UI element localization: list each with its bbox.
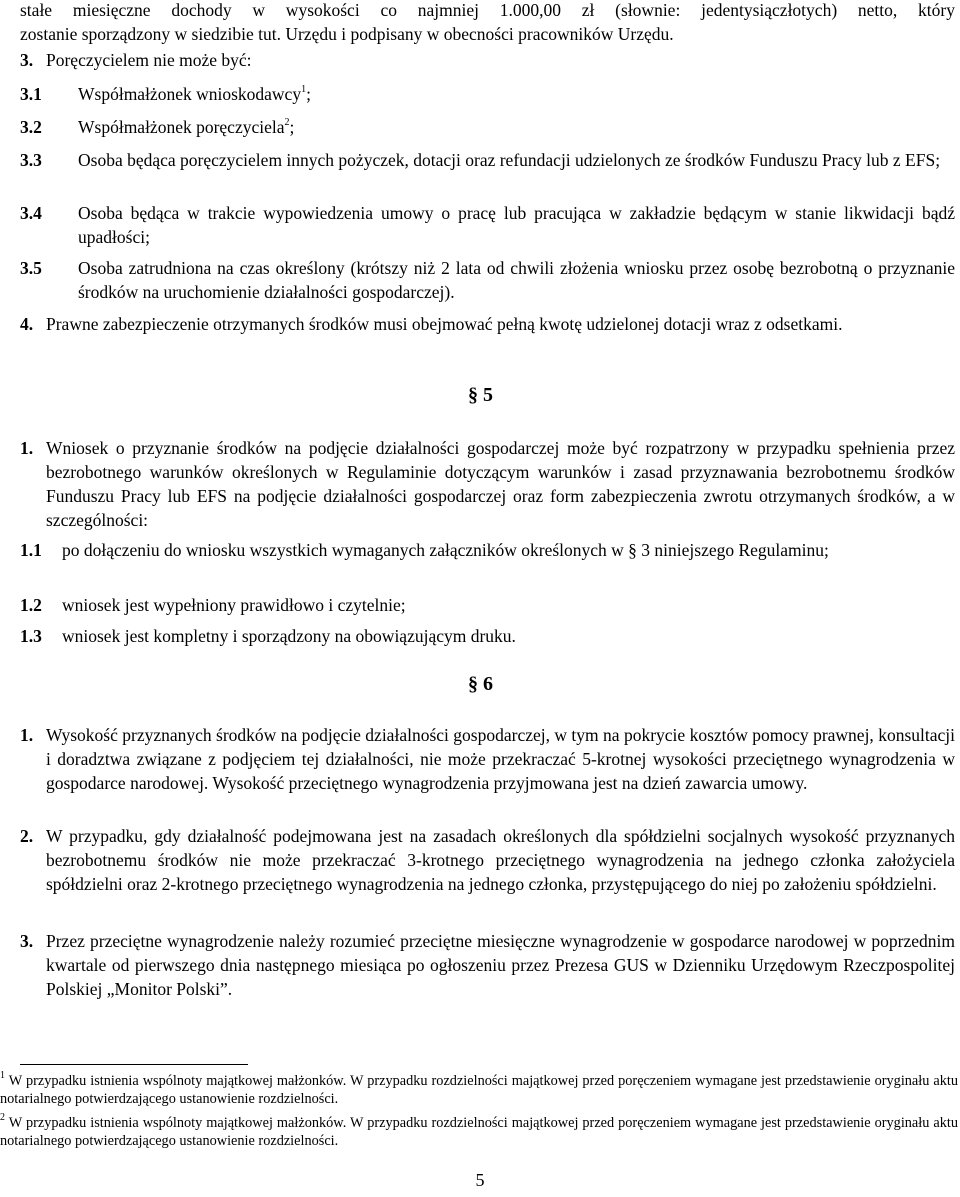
section-6-paragraph-3: [20, 929, 955, 1001]
section-6-paragraph-1-number: 1.: [20, 725, 34, 745]
section-6-paragraph-1-text: Wysokość przyznanych środków na podjęcie działalności gospodarczej, w tym na pokrycie kosztów pomocy prawnej, konsultacji i doradztwa związane z podjęciem tej działalności, nie może przekraczać 5-krotnej wysokości przeciętnego wynagrodzenia w gospodarce narodowej. Wysokość przeciętnego wynagrodzenia przyjmowana jest na dzień zawarcia umowy.: [46, 725, 955, 793]
section-6-paragraph-2: [20, 824, 955, 896]
footnote-2: [0, 1114, 958, 1150]
item-3-4-number: 3.4: [20, 203, 42, 223]
section-5-heading: § 5: [468, 384, 493, 406]
section-6-paragraph-3-number: 3.: [20, 931, 34, 951]
section-5-paragraph-1-text: Wniosek o przyznanie środków na podjęcie działalności gospodarczej może być rozpatrzony w przypadku spełnienia przez bezrobotnego warunków określonych w Regulaminie dotyczącym warunków i zasad przyznawania bezrobotnemu środków Funduszu Pracy lub EFS na podjęcie działalności gospodarczej oraz form zabezpieczenia zwrotu otrzymanych środków, a w szczególności:: [46, 438, 955, 530]
footnote-1-number: 1: [0, 1070, 5, 1082]
footnote-separator: [20, 1064, 248, 1065]
section-5-item-1-2-number: 1.2: [20, 595, 42, 615]
paragraph-3: [20, 48, 955, 72]
footnote-1-wrap: [0, 1072, 958, 1108]
item-3-2-text-wrap: [78, 115, 955, 139]
footnote-1-text: W przypadku istnienia wspólnoty majątkowej małżonków. W przypadku rozdzielności majątkowej przed poręczeniem wymagane jest przedstawienie oryginału aktu notarialnego potwierdzającego ustanowienie rozdzielności.: [0, 1073, 958, 1107]
section-5-paragraph-1: [20, 436, 955, 532]
page-number: 5: [475, 1170, 485, 1190]
item-3-1: [20, 82, 955, 106]
continuation-paragraph: [20, 0, 955, 46]
footnote-2-number: 2: [0, 1112, 5, 1124]
item-3-1-number: 3.1: [20, 84, 42, 104]
footnote-ref-1[interactable]: 1: [301, 84, 307, 96]
paragraph-4: [20, 312, 955, 336]
item-3-4: [20, 201, 955, 249]
section-5-item-1-2: [20, 593, 955, 617]
section-5-item-1-3-number: 1.3: [20, 626, 42, 646]
section-5-item-1-1-text: po dołączeniu do wniosku wszystkich wymaganych załączników określonych w § 3 niniejszego Regulaminu;: [62, 540, 829, 560]
item-3-1-text: Współmałżonek wnioskodawcy: [78, 84, 302, 104]
section-5-item-1-2-text: wniosek jest wypełniony prawidłowo i czytelnie;: [62, 595, 406, 615]
item-3-5: [20, 256, 955, 304]
item-3-5-number: 3.5: [20, 258, 42, 278]
paragraph-4-text: Prawne zabezpieczenie otrzymanych środków musi obejmować pełną kwotę udzielonej dotacji wraz z odsetkami.: [46, 314, 843, 334]
continuation-line-2: zostanie sporządzony w siedzibie tut. Urzędu i podpisany w obecności pracowników Urzędu.: [20, 24, 674, 44]
item-3-3-text: Osoba będąca poręczycielem innych pożyczek, dotacji oraz refundacji udzielonych ze środków Funduszu Pracy lub z EFS;: [78, 150, 941, 170]
footnote-2-wrap: [0, 1114, 958, 1150]
section-5-item-1-3: [20, 624, 955, 648]
section-6-heading: § 6: [468, 673, 493, 695]
section-5-item-1-3-text: wniosek jest kompletny i sporządzony na obowiązującym druku.: [62, 626, 516, 646]
item-3-1-tail: ;: [306, 84, 311, 104]
footnote-1: [0, 1072, 958, 1108]
item-3-3-number: 3.3: [20, 150, 42, 170]
paragraph-3-number: 3.: [20, 50, 34, 70]
item-3-2-text: Współmałżonek poręczyciela: [78, 117, 285, 137]
item-3-2: [20, 115, 955, 139]
item-3-1-text-wrap: [78, 82, 955, 106]
continuation-line-1: stałe miesięczne dochody w wysokości co najmniej 1.000,00 zł (słownie: jedentysiączłotych) netto, który: [20, 0, 955, 20]
item-3-2-number: 3.2: [20, 117, 42, 137]
section-6-paragraph-2-text: W przypadku, gdy działalność podejmowana jest na zasadach określonych dla spółdzielni socjalnych wysokość przyznanych bezrobotnemu środków nie może przekraczać 3-krotnego przeciętnego wynagrodzenia na jednego członka założyciela spółdzielni oraz 2-krotnego przeciętnego wynagrodzenia na jednego członka, przystępującego do niej po założeniu spółdzielni.: [46, 826, 955, 894]
item-3-4-text: Osoba będąca w trakcie wypowiedzenia umowy o pracę lub pracująca w zakładzie będącym w stanie likwidacji bądź upadłości;: [78, 203, 955, 247]
section-6-paragraph-2-number: 2.: [20, 826, 34, 846]
section-5-item-1-1-number: 1.1: [20, 540, 42, 560]
item-3-3: [20, 148, 955, 172]
item-3-2-tail: ;: [289, 117, 295, 137]
paragraph-3-text: Poręczycielem nie może być:: [46, 50, 252, 70]
section-6-paragraph-3-text: Przez przeciętne wynagrodzenie należy rozumieć przeciętne miesięczne wynagrodzenie w gospodarce narodowej w poprzednim kwartale od pierwszego dnia następnego miesiąca po ogłoszeniu przez Prezesa GUS w Dzienniku Urzędowym Rzeczpospolitej Polskiej „Monitor Polski”.: [46, 931, 955, 999]
footnote-ref-2[interactable]: 2: [284, 117, 290, 129]
item-3-5-text: Osoba zatrudniona na czas określony (krótszy niż 2 lata od chwili złożenia wniosku przez osobę bezrobotną o przyznanie środków na uruchomienie działalności gospodarczej).: [78, 258, 955, 302]
footnote-2-text: W przypadku istnienia wspólnoty majątkowej małżonków. W przypadku rozdzielności majątkowej przed poręczeniem wymagane jest przedstawienie oryginału aktu notarialnego potwierdzającego ustanowienie rozdzielności.: [0, 1115, 958, 1149]
section-5-paragraph-1-number: 1.: [20, 438, 34, 458]
section-5-item-1-1: [20, 538, 955, 562]
paragraph-4-number: 4.: [20, 314, 34, 334]
section-6-paragraph-1: [20, 723, 955, 795]
